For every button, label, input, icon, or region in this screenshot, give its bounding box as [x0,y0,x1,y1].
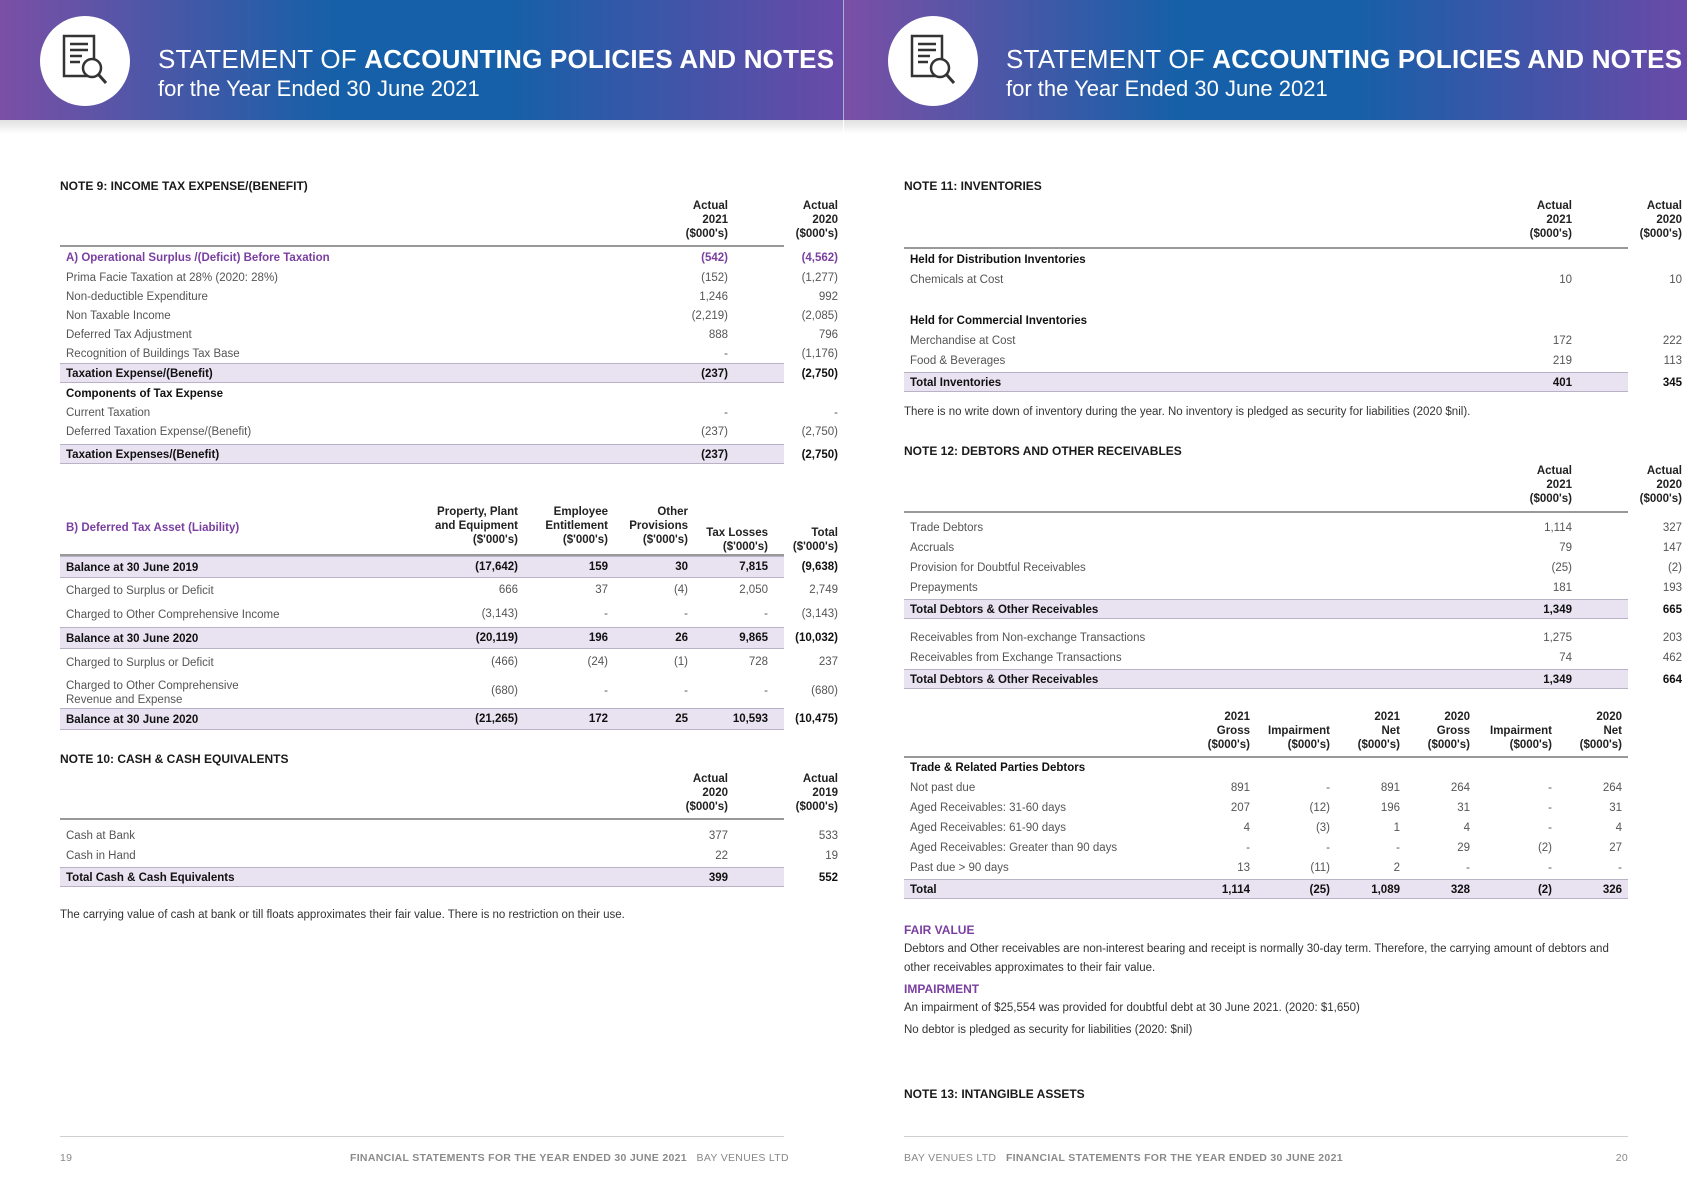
impairment-paragraph-2: No debtor is pledged as security for liabilities (2020: $nil) [904,1024,1193,1036]
cell-value: - [1246,842,1250,854]
cell-value: (2,750) [801,368,838,380]
cell-value: 19 [825,850,838,862]
row-label: Not past due [910,782,976,794]
row-label: Total Cash & Cash Equivalents [66,872,235,884]
table-row [60,627,838,649]
cell-value: (466) [491,656,518,668]
cell-value: 207 [1230,802,1250,814]
cell-value: 666 [498,584,518,596]
row-label: Charged to Other Comprehensive Income [66,609,280,621]
table-row [904,628,1682,648]
impairment-paragraph-1: An impairment of $25,554 was provided for doubtful debt at 30 June 2021. (2020: $1,650) [904,1002,1360,1014]
cell-value: (10,475) [795,713,838,725]
cell-value: (2,750) [801,426,838,438]
cell-value: (680) [491,685,518,697]
table-row [60,826,838,846]
table-row [904,858,1628,878]
row-label: Non Taxable Income [66,310,171,322]
cell-value: (25) [1551,562,1572,574]
row-label: Total Debtors & Other Receivables [910,674,1099,686]
cell-value: (680) [811,685,838,697]
cell-value: 399 [708,872,728,884]
table-row [60,363,838,383]
row-label: Total [910,884,937,896]
cell-value: - [1548,822,1552,834]
cell-value: 891 [1230,782,1250,794]
table-rule [904,247,1628,249]
row-label: Aged Receivables: 61-90 days [910,822,1066,834]
cell-value: (1,176) [801,348,838,360]
table-row [904,270,1682,290]
cell-value: 22 [715,850,728,862]
cell-value: 327 [1662,522,1682,534]
cell-value: - [1396,842,1400,854]
note12-col-2021: Actual 2021 ($000's) [1529,465,1572,505]
table-row [60,708,838,730]
table-row [904,250,1628,270]
table-row [904,818,1628,838]
impairment-heading: IMPAIRMENT [904,982,980,996]
deferred-col-header: Property, Plant and Equipment ($'000's) [434,506,518,546]
cell-value: (2) [1667,562,1682,574]
row-label: Charged to Other Comprehensive Revenue and Expense [66,680,239,706]
cell-value: 328 [1450,884,1470,896]
cell-value: - [1548,862,1552,874]
table-row [60,604,838,626]
note10-paragraph: The carrying value of cash at bank or till floats approximates their fair value. There is no restriction on their use. [60,909,625,921]
cell-value: 31 [1457,802,1470,814]
row-label: Held for Commercial Inventories [910,315,1088,327]
cell-value: 181 [1552,582,1572,594]
cell-value: - [604,608,608,620]
cell-value: 7,815 [739,561,768,573]
table-row [60,580,838,602]
note10-col-2020: Actual 2020 ($000's) [685,773,728,813]
row-label: Aged Receivables: Greater than 90 days [910,842,1118,854]
row-label: Cash in Hand [66,850,136,862]
aging-col-header: Impairment ($000's) [1490,725,1552,751]
row-label: Merchandise at Cost [910,335,1016,347]
row-label: A) Operational Surplus /(Deficit) Before Taxation [66,252,330,264]
cell-value: 10 [1669,274,1682,286]
cell-value: 222 [1662,335,1682,347]
cell-value: (21,265) [475,713,518,725]
table-row [904,669,1682,689]
cell-value: 2,749 [809,584,838,596]
fair-value-heading: FAIR VALUE [904,923,975,937]
row-label: Taxation Expense/(Benefit) [66,368,213,380]
cell-value: 13 [1237,862,1250,874]
cell-value: 196 [588,632,608,644]
document-magnifier-icon [62,34,108,86]
footer-text: FINANCIAL STATEMENTS FOR THE YEAR ENDED 30 JUNE 2021 BAY VENUES LTD [350,1152,789,1164]
note9-title: NOTE 9: INCOME TAX EXPENSE/(BENEFIT) [60,179,308,193]
cell-value: 1,246 [699,291,728,303]
table-row [60,344,838,364]
cell-value: 264 [1602,782,1622,794]
table-row [904,778,1628,798]
note11-paragraph: There is no write down of inventory during the year. No inventory is pledged as security for liabilities (2020 $nil). [904,406,1471,418]
cell-value: 533 [818,830,838,842]
cell-value: - [1548,782,1552,794]
page-title: STATEMENT OF ACCOUNTING POLICIES AND NOTES [1006,44,1683,74]
aging-col-header: 2020 Gross ($000's) [1427,711,1470,751]
cell-value: - [1466,862,1470,874]
table-row [904,538,1682,558]
cell-value: 664 [1662,674,1682,686]
cell-value: 29 [1457,842,1470,854]
cell-value: 27 [1609,842,1622,854]
aging-col-header: 2020 Net ($000's) [1579,711,1622,751]
cell-value: (2) [1537,842,1552,854]
row-label: Provision for Doubtful Receivables [910,562,1086,574]
cell-value: (1) [673,656,688,668]
cell-value: 26 [675,632,688,644]
row-label: Charged to Surplus or Deficit [66,585,214,597]
row-label: Deferred Tax Adjustment [66,329,192,341]
cell-value: 401 [1552,377,1572,389]
cell-value: 1,114 [1544,522,1572,534]
cell-value: 1 [1393,822,1400,834]
aging-col-header: 2021 Net ($000's) [1357,711,1400,751]
fair-value-paragraph: Debtors and Other receivables are non-interest bearing and receipt is normally 30-day term. Therefore, the carrying amount of debtors and other receivables approximates to their fair value. [904,943,1609,974]
table-row [60,287,838,307]
table-row [60,556,838,578]
cell-value: - [764,608,768,620]
table-row [904,648,1682,668]
note10-title: NOTE 10: CASH & CASH EQUIVALENTS [60,752,289,766]
note10-col-2019: Actual 2019 ($000's) [795,773,838,813]
row-label: Charged to Surplus or Deficit [66,657,214,669]
cell-value: 796 [818,329,838,341]
row-label: Non-deductible Expenditure [66,291,208,303]
cell-value: 992 [818,291,838,303]
cell-value: - [724,348,728,360]
cell-value: (152) [701,272,728,284]
cell-value: (237) [701,449,728,461]
row-label: Total Inventories [910,377,1002,389]
table-row [904,351,1682,371]
row-label: Cash at Bank [66,830,136,842]
row-label: Balance at 30 June 2020 [66,633,199,645]
table-row [60,675,838,707]
table-row [60,846,838,866]
page-title: STATEMENT OF ACCOUNTING POLICIES AND NOTES [158,44,835,74]
cell-value: 4 [1243,822,1250,834]
row-label: Held for Distribution Inventories [910,254,1086,266]
cell-value: - [764,685,768,697]
cell-value: 462 [1662,652,1682,664]
table-row [904,558,1682,578]
page-number: 20 [1615,1152,1628,1164]
cell-value: (3,143) [801,608,838,620]
cell-value: (2,219) [691,310,728,322]
cell-value: 665 [1662,604,1682,616]
cell-value: 4 [1615,822,1622,834]
page-subtitle: for the Year Ended 30 June 2021 [1006,76,1328,101]
aging-col-header: Impairment ($000's) [1268,725,1330,751]
cell-value: 345 [1662,377,1682,389]
table-row [60,652,838,674]
cell-value: - [1326,842,1330,854]
cell-value: 203 [1662,632,1682,644]
table-row [60,403,838,423]
row-label: Balance at 30 June 2020 [66,714,199,726]
table-rule [60,818,784,820]
logo-circle [888,16,978,106]
cell-value: (17,642) [475,561,518,573]
note9-col-2020: Actual 2020 ($000's) [795,200,838,240]
row-label: Balance at 30 June 2019 [66,562,199,574]
table-row [904,311,1628,331]
table-row [60,306,838,326]
table-row [60,325,838,345]
cell-value: 30 [675,561,688,573]
cell-value: 1,349 [1543,674,1572,686]
row-label: Chemicals at Cost [910,274,1004,286]
cell-value: 1,349 [1543,604,1572,616]
table-row [60,268,838,288]
table-row [60,384,784,404]
row-label: Aged Receivables: 31-60 days [910,802,1066,814]
cell-value: (1,277) [801,272,838,284]
cell-value: 10,593 [732,713,768,725]
cell-value: 891 [1380,782,1400,794]
cell-value: 728 [748,656,768,668]
cell-value: 326 [1602,884,1622,896]
note11-col-2021: Actual 2021 ($000's) [1529,200,1572,240]
footer-rule [904,1136,1628,1137]
banner-shadow [0,120,843,134]
cell-value: 4 [1463,822,1470,834]
row-label: Total Debtors & Other Receivables [910,604,1099,616]
cell-value: 159 [588,561,608,573]
cell-value: (237) [701,426,728,438]
table-row [904,331,1682,351]
cell-value: 74 [1559,652,1572,664]
cell-value: 172 [588,713,608,725]
header-banner-left [0,0,843,120]
row-label: Recognition of Buildings Tax Base [66,348,240,360]
table-row [904,798,1628,818]
cell-value: 25 [675,713,688,725]
deferred-col-header: Total ($'000's) [792,527,838,553]
cell-value: (9,638) [801,561,838,573]
cell-value: 1,089 [1371,884,1400,896]
deferred-col-header: Employee Entitlement ($'000's) [545,506,608,546]
table-row [904,838,1628,858]
cell-value: 237 [818,656,838,668]
cell-value: 2,050 [739,584,768,596]
table-row [60,248,838,268]
cell-value: (25) [1309,884,1330,896]
cell-value: (3) [1315,822,1330,834]
row-label: Components of Tax Expense [66,388,223,400]
deferred-col-header: Other Provisions ($'000's) [629,506,688,546]
table-row [904,599,1682,619]
deferred-col-header: Tax Losses ($'000's) [706,527,768,553]
cell-value: - [684,685,688,697]
row-label: Trade & Related Parties Debtors [910,762,1086,774]
cell-value: (11) [1310,862,1330,874]
cell-value: (542) [701,252,728,264]
cell-value: 10 [1559,274,1572,286]
cell-value: 1,275 [1543,632,1572,644]
cell-value: 79 [1559,542,1572,554]
row-label: Prepayments [910,582,978,594]
cell-value: (3,143) [481,608,518,620]
row-label: Accruals [910,542,955,554]
aging-group-row [904,758,1628,778]
table-row [60,867,838,887]
cell-value: 1,114 [1221,884,1250,896]
table-row [60,444,838,464]
page-subtitle: for the Year Ended 30 June 2021 [158,76,480,101]
cell-value: - [1326,782,1330,794]
cell-value: (237) [701,368,728,380]
cell-value: 377 [708,830,728,842]
cell-value: 264 [1450,782,1470,794]
cell-value: - [1618,862,1622,874]
row-label: B) Deferred Tax Asset (Liability) [66,522,240,534]
cell-value: - [834,407,838,419]
cell-value: - [1548,802,1552,814]
cell-value: 37 [595,584,608,596]
cell-value: - [724,407,728,419]
banner-shadow [844,120,1687,134]
page-number: 19 [60,1152,73,1164]
note9-col-2021: Actual 2021 ($000's) [685,200,728,240]
row-label: Prima Facie Taxation at 28% (2020: 28%) [66,272,279,284]
cell-value: (2,750) [801,449,838,461]
cell-value: (12) [1309,802,1330,814]
table-row [904,879,1628,899]
table-row [904,518,1682,538]
note12-col-2020: Actual 2020 ($000's) [1639,465,1682,505]
cell-value: (4) [673,584,688,596]
cell-value: - [604,685,608,697]
cell-value: (20,119) [475,632,518,644]
footer-rule [60,1136,784,1137]
aging-col-header: 2021 Gross ($000's) [1207,711,1250,751]
cell-value: 196 [1380,802,1400,814]
cell-value: 9,865 [739,632,768,644]
table-row [60,422,838,442]
cell-value: (2) [1537,884,1552,896]
row-label: Food & Beverages [910,355,1006,367]
table-rule [904,511,1628,513]
note11-title: NOTE 11: INVENTORIES [904,179,1042,193]
table-row [904,578,1682,598]
table-row [904,372,1682,392]
cell-value: 552 [818,872,838,884]
cell-value: 147 [1662,542,1682,554]
row-label: Receivables from Non-exchange Transactions [910,632,1146,644]
row-label: Past due > 90 days [910,862,1009,874]
cell-value: (4,562) [801,252,838,264]
cell-value: 172 [1552,335,1572,347]
row-label: Receivables from Exchange Transactions [910,652,1122,664]
footer-text: BAY VENUES LTD FINANCIAL STATEMENTS FOR THE YEAR ENDED 30 JUNE 2021 [904,1152,1343,1164]
note13-title: NOTE 13: INTANGIBLE ASSETS [904,1087,1085,1101]
logo-circle [40,16,130,106]
note11-col-2020: Actual 2020 ($000's) [1639,200,1682,240]
cell-value: (2,085) [801,310,838,322]
row-label: Taxation Expenses/(Benefit) [66,449,220,461]
cell-value: 888 [708,329,728,341]
row-label: Deferred Taxation Expense/(Benefit) [66,426,252,438]
header-banner-right [844,0,1687,120]
note12-title: NOTE 12: DEBTORS AND OTHER RECEIVABLES [904,444,1182,458]
cell-value: 219 [1552,355,1572,367]
cell-value: 193 [1662,582,1682,594]
document-magnifier-icon [910,34,956,86]
cell-value: 2 [1393,862,1400,874]
cell-value: 31 [1609,802,1622,814]
row-label: Trade Debtors [910,522,984,534]
cell-value: - [684,608,688,620]
cell-value: (24) [587,656,608,668]
table-rule [60,245,784,247]
cell-value: 113 [1663,355,1682,367]
row-label: Current Taxation [66,407,151,419]
cell-value: (10,032) [795,632,838,644]
